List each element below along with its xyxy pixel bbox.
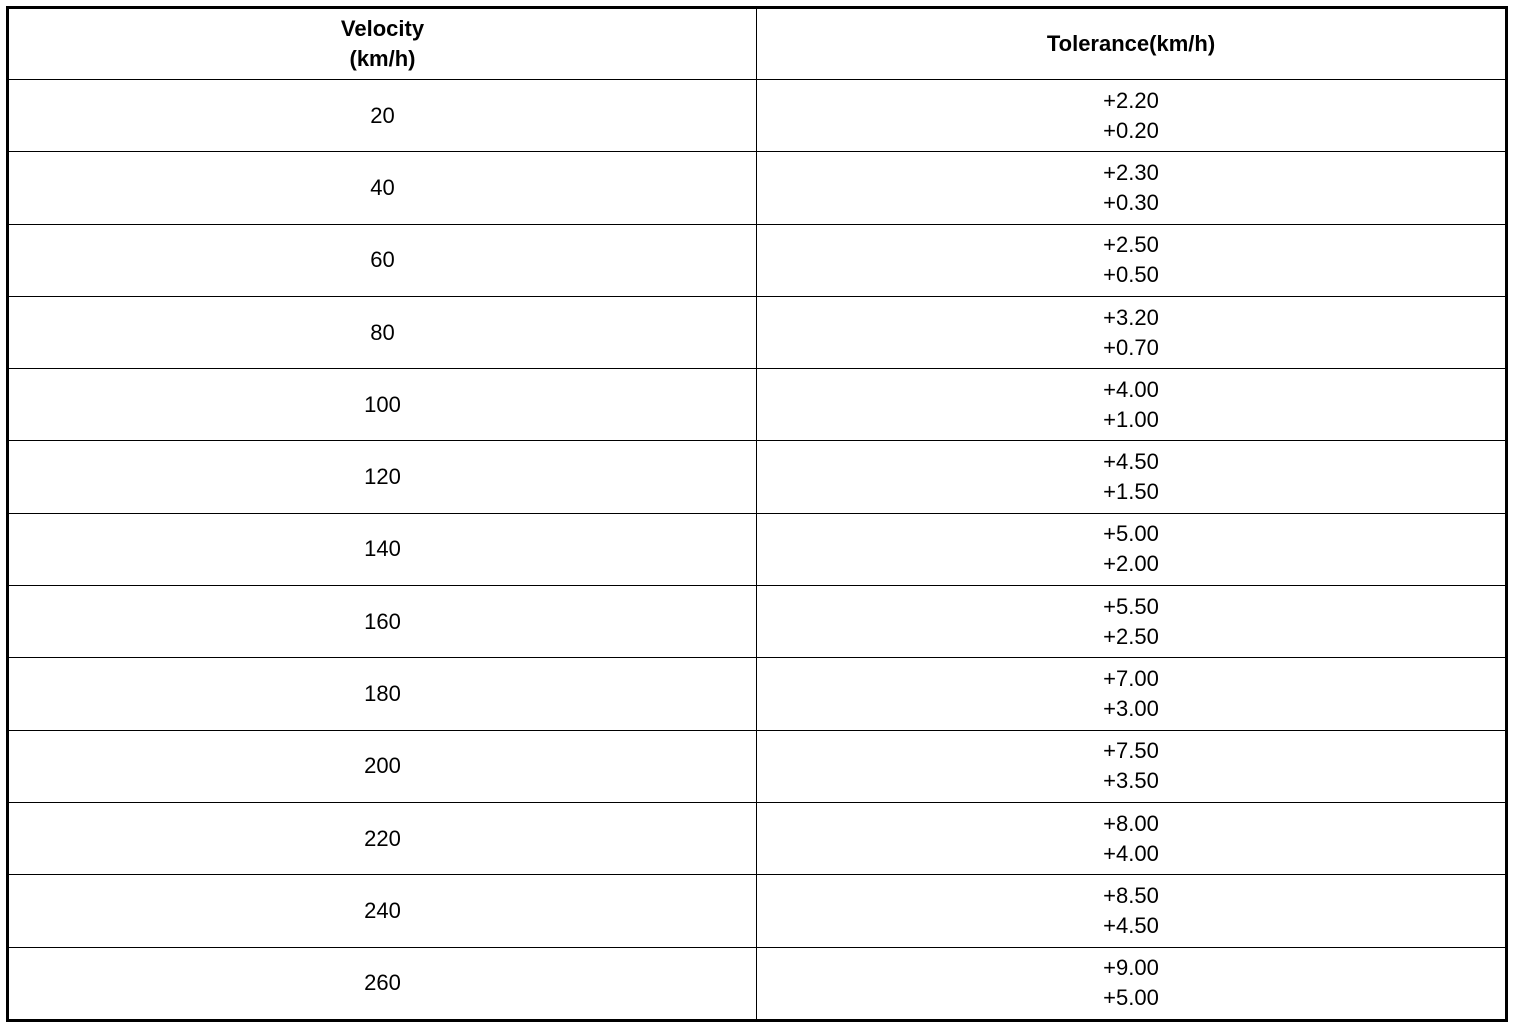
tolerance-upper: +8.00 bbox=[1103, 810, 1159, 836]
table-row bbox=[8, 586, 1507, 658]
tolerance-lower: +3.00 bbox=[1103, 696, 1159, 722]
velocity-cell: 20 bbox=[8, 80, 757, 152]
table-row bbox=[8, 296, 1507, 368]
velocity-cell: 180 bbox=[8, 658, 757, 730]
tolerance-lower: +4.50 bbox=[1103, 912, 1159, 938]
tolerance-cell bbox=[757, 80, 1507, 152]
tolerance-lower: +5.00 bbox=[1103, 985, 1159, 1011]
tolerance-cell bbox=[757, 658, 1507, 730]
velocity-cell: 240 bbox=[8, 875, 757, 947]
tolerance-cell bbox=[757, 802, 1507, 874]
table-row bbox=[8, 80, 1507, 152]
tolerance-cell bbox=[757, 586, 1507, 658]
tolerance-upper: +2.50 bbox=[1103, 232, 1159, 258]
velocity-header bbox=[8, 8, 757, 80]
table-row bbox=[8, 224, 1507, 296]
table-body bbox=[8, 80, 1507, 1021]
table-row bbox=[8, 441, 1507, 513]
tolerance-upper: +4.00 bbox=[1103, 376, 1159, 402]
tolerance-lower: +1.50 bbox=[1103, 479, 1159, 505]
tolerance-cell bbox=[757, 947, 1507, 1020]
table-row bbox=[8, 947, 1507, 1020]
tolerance-cell bbox=[757, 875, 1507, 947]
tolerance-lower: +1.00 bbox=[1103, 406, 1159, 432]
tolerance-lower: +2.00 bbox=[1103, 551, 1159, 577]
tolerance-upper: +5.50 bbox=[1103, 593, 1159, 619]
velocity-cell: 40 bbox=[8, 152, 757, 224]
tolerance-upper: +2.20 bbox=[1103, 87, 1159, 113]
tolerance-upper: +5.00 bbox=[1103, 521, 1159, 547]
tolerance-upper: +3.20 bbox=[1103, 304, 1159, 330]
tolerance-cell bbox=[757, 152, 1507, 224]
tolerance-upper: +9.00 bbox=[1103, 955, 1159, 981]
velocity-cell: 60 bbox=[8, 224, 757, 296]
tolerance-cell bbox=[757, 730, 1507, 802]
velocity-cell: 80 bbox=[8, 296, 757, 368]
table-row bbox=[8, 152, 1507, 224]
velocity-header-unit: (km/h) bbox=[349, 46, 416, 71]
tolerance-lower: +3.50 bbox=[1103, 768, 1159, 794]
table-row bbox=[8, 513, 1507, 585]
table-row bbox=[8, 875, 1507, 947]
velocity-cell: 260 bbox=[8, 947, 757, 1020]
tolerance-upper: +7.50 bbox=[1103, 738, 1159, 764]
velocity-header-title: Velocity bbox=[340, 16, 425, 41]
velocity-cell: 160 bbox=[8, 586, 757, 658]
tolerance-upper: +2.30 bbox=[1103, 159, 1159, 185]
velocity-cell: 100 bbox=[8, 369, 757, 441]
tolerance-cell bbox=[757, 224, 1507, 296]
velocity-cell: 220 bbox=[8, 802, 757, 874]
tolerance-header: Tolerance(km/h) bbox=[757, 8, 1507, 80]
tolerance-cell bbox=[757, 441, 1507, 513]
table-header-row bbox=[8, 8, 1507, 80]
tolerance-lower: +2.50 bbox=[1103, 623, 1159, 649]
table-row bbox=[8, 369, 1507, 441]
tolerance-upper: +7.00 bbox=[1103, 666, 1159, 692]
tolerance-lower: +4.00 bbox=[1103, 840, 1159, 866]
tolerance-cell bbox=[757, 513, 1507, 585]
velocity-tolerance-table bbox=[6, 6, 1508, 1022]
table-row bbox=[8, 730, 1507, 802]
tolerance-cell bbox=[757, 296, 1507, 368]
tolerance-lower: +0.70 bbox=[1103, 334, 1159, 360]
table-row bbox=[8, 658, 1507, 730]
velocity-cell: 140 bbox=[8, 513, 757, 585]
tolerance-upper: +4.50 bbox=[1103, 449, 1159, 475]
table-row bbox=[8, 802, 1507, 874]
tolerance-lower: +0.30 bbox=[1103, 189, 1159, 215]
tolerance-upper: +8.50 bbox=[1103, 882, 1159, 908]
velocity-cell: 120 bbox=[8, 441, 757, 513]
velocity-cell: 200 bbox=[8, 730, 757, 802]
tolerance-cell bbox=[757, 369, 1507, 441]
tolerance-lower: +0.20 bbox=[1103, 117, 1159, 143]
tolerance-lower: +0.50 bbox=[1103, 262, 1159, 288]
